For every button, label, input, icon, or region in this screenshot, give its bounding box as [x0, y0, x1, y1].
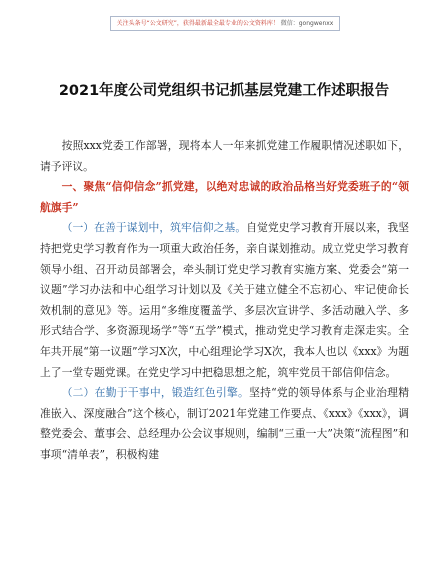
subsection-1-body: 自觉党史学习教育开展以来，我坚持把党史学习教育作为一项重大政治任务，亲自谋划推动。成立党史学习教育领导小组、召开动员部署会，牵头制订党史学习教育实施方案、党委会“第一议题”学习办法和中心组学习计划以及《关于建立健全不忘初心、牢记使命长效机制的意见》等。运用“多维度覆盖学、多层次宣讲学、多活动融入学、多形式结合学、多资源现场学”等“五学”模式，推动党史学习教育走深走实。全年共开展“第一议题”学习X次，中心组理论学习X次，我本人也以《xxx》为题上了一堂专题党课。在党史学习中把稳思想之舵，筑牢党员干部信仰信念。	[40, 221, 410, 379]
intro-paragraph: 按照xxx党委工作部署，现将本人一年来抓党建工作履职情况述职如下，请予评议。	[40, 139, 409, 173]
section-1-heading: 一、聚焦“信仰信念”抓党建，以绝对忠诚的政治品格当好党委班子的“领航旗手”	[40, 180, 409, 214]
subsection-2-body: 坚持“党的领导体系与企业治理精准嵌入、深度融合”这个核心，制订2021年党建工作要点、《xxx》《xxx》，调整党委会、董事会、总经理办公会议事规则，编制“三重一大”决策“流程图”和事项“清单表”，积极构建	[40, 386, 409, 461]
subsection-2-paragraph	[40, 383, 409, 465]
document-title: 2021年度公司党组织书记抓基层党建工作述职报告	[58, 83, 390, 99]
document-body	[40, 136, 409, 466]
promo-banner-text: 关注头条号“公文研究”，获得最新最全最专业的公文资料库！	[116, 20, 279, 27]
subsection-1-paragraph	[40, 218, 409, 383]
promo-banner	[110, 16, 340, 31]
promo-banner-wechat: 微信：gongwenxx	[278, 20, 334, 27]
subsection-1-heading: （一）在善于谋划中，筑牢信仰之基。	[61, 221, 247, 235]
subsection-2-heading: （二）在勤于干事中，锻造红色引擎。	[61, 386, 250, 400]
